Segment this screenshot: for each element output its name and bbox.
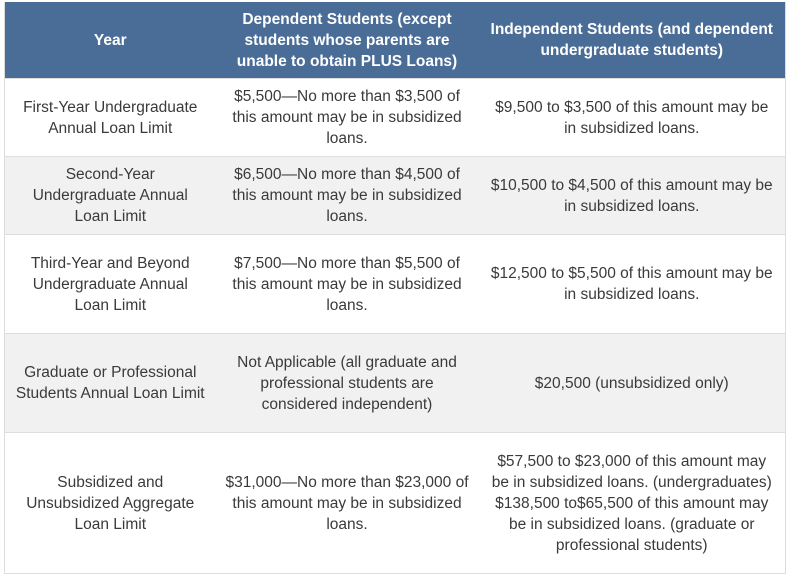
table-row [5, 433, 786, 574]
table-row [5, 157, 786, 235]
cell-independent [479, 433, 786, 574]
header-year: Year [5, 2, 216, 79]
cell-year: First-Year Undergraduate Annual Loan Limit [5, 79, 216, 157]
table-body [5, 79, 786, 574]
cell-dependent: $6,500—No more than $4,500 of this amount may be in subsidized loans. [216, 157, 479, 235]
cell-dependent: $5,500—No more than $3,500 of this amount may be in subsidized loans. [216, 79, 479, 157]
cell-year: Subsidized and Unsubsidized Aggregate Loan Limit [5, 433, 216, 574]
table-header [5, 2, 786, 79]
cell-year: Graduate or Professional Students Annual Loan Limit [5, 334, 216, 433]
header-dependent-students: Dependent Students (except students whose parents are unable to obtain PLUS Loans) [216, 2, 479, 79]
cell-year: Third-Year and Beyond Undergraduate Annual Loan Limit [5, 235, 216, 334]
header-row [5, 2, 786, 79]
table-row [5, 235, 786, 334]
loan-limits-table [4, 2, 786, 574]
independent-undergraduate-limit: $57,500 to $23,000 of this amount may be in subsidized loans. (undergraduates) [491, 452, 772, 491]
cell-independent: $20,500 (unsubsidized only) [479, 334, 786, 433]
header-independent-students: Independent Students (and dependent undergraduate students) [479, 2, 786, 79]
cell-independent: $12,500 to $5,500 of this amount may be in subsidized loans. [479, 235, 786, 334]
cell-independent: $10,500 to $4,500 of this amount may be in subsidized loans. [479, 157, 786, 235]
cell-independent: $9,500 to $3,500 of this amount may be in subsidized loans. [479, 79, 786, 157]
cell-year: Second-Year Undergraduate Annual Loan Limit [5, 157, 216, 235]
cell-dependent: $31,000—No more than $23,000 of this amount may be in subsidized loans. [216, 433, 479, 574]
table-row [5, 334, 786, 433]
cell-dependent: Not Applicable (all graduate and professional students are considered independent) [216, 334, 479, 433]
cell-dependent: $7,500—No more than $5,500 of this amount may be in subsidized loans. [216, 235, 479, 334]
independent-graduate-limit: $138,500 to$65,500 of this amount may be in subsidized loans. (graduate or professional students) [495, 494, 769, 554]
table-row [5, 79, 786, 157]
